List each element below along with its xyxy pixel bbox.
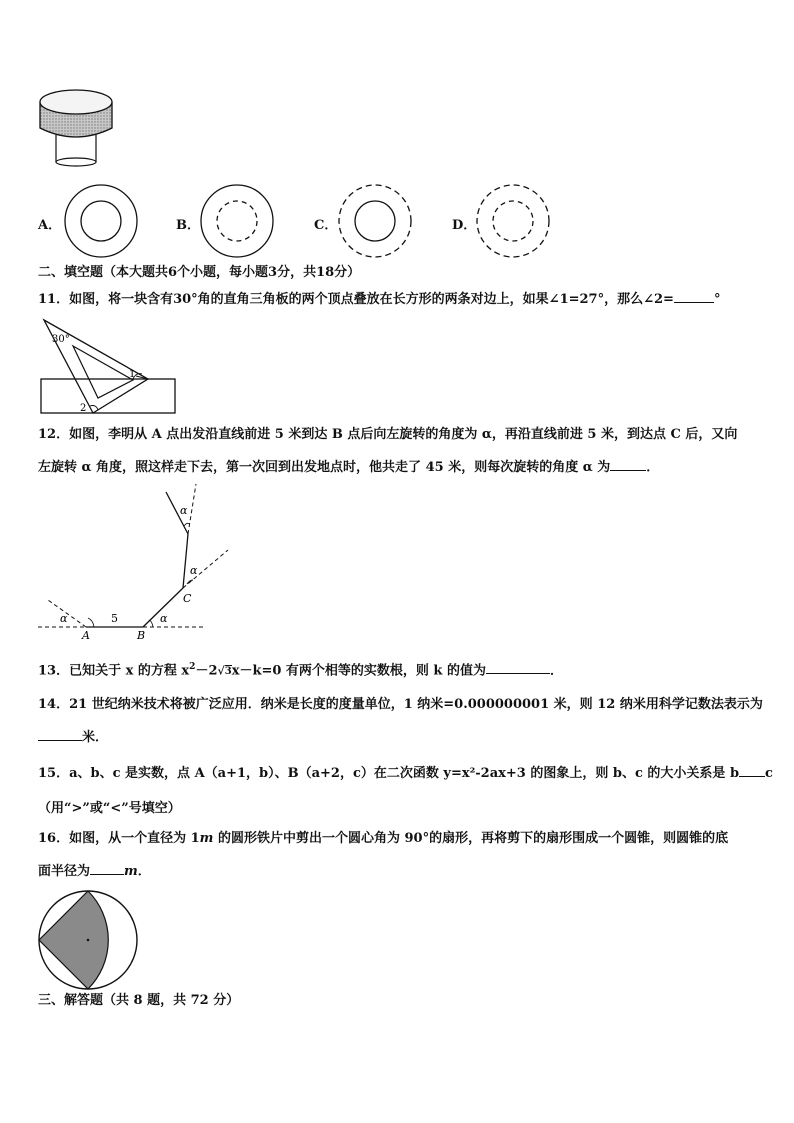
q16-line1 xyxy=(38,830,728,848)
section3-header: 三、解答题（共 8 题，共 72 分） xyxy=(38,993,240,1008)
q16-line2-a: 面半径为 xyxy=(38,864,91,879)
solid-figure xyxy=(34,82,116,170)
q15-after-blank: c xyxy=(765,766,773,781)
q13-answer-blank[interactable] xyxy=(486,661,550,674)
q16-stem-a: 16．如图，从一个直径为 1 xyxy=(38,831,200,846)
q15-answer-blank[interactable] xyxy=(739,764,765,777)
q13-prefix: 13．已知关于 x 的方程 x xyxy=(38,663,190,679)
q13-sqrt-icon: √ xyxy=(217,664,225,678)
option-a-label: A． xyxy=(38,218,62,233)
q12-suffix: ． xyxy=(646,460,660,475)
q12-stem: 左旋转 α 角度，照这样走下去，第一次回到出发地点时，他共走了 45 米，则每次旋转的角度 α 为 xyxy=(38,460,611,475)
q12-alpha-label-c: α xyxy=(190,564,198,577)
q13-root: 3 xyxy=(224,666,232,678)
q16-line2 xyxy=(38,862,151,881)
q12-point-c: C xyxy=(183,592,192,605)
q16-unit-m: m xyxy=(199,831,214,846)
q12-alpha-label-b: α xyxy=(160,612,168,625)
q11-angle1-label: 1 xyxy=(129,369,136,380)
q11-text xyxy=(38,290,720,309)
q16-answer-blank[interactable] xyxy=(90,862,124,875)
option-d-label: D． xyxy=(452,218,477,233)
q11-angle2-label: 2 xyxy=(80,403,87,414)
q16-line2-m: m xyxy=(124,864,138,879)
q13-sup: 2 xyxy=(189,662,196,672)
option-c-label: C． xyxy=(314,218,338,233)
option-b-figure xyxy=(198,182,276,260)
q12-answer-blank[interactable] xyxy=(610,458,646,471)
option-c-figure xyxy=(336,182,414,260)
q12-length-label: 5 xyxy=(111,612,118,625)
q15-stem: 15．a、b、c 是实数，点 A（a+1，b）、B（a+2，c）在二次函数 y=x²-2ax+3 的图象上，则 b、c 的大小关系是 b xyxy=(38,766,740,781)
option-b-label: B． xyxy=(176,218,200,233)
q14-answer-blank[interactable] xyxy=(38,728,82,741)
q11-stem: 11．如图，将一块含有30°角的直角三角板的两个顶点叠放在长方形的两条对边上，如果∠1=27°，那么∠2= xyxy=(38,292,674,307)
section2-header: 二、填空题（本大题共6个小题，每小题3分，共18分） xyxy=(38,265,361,280)
q14-line1: 14．21 世纪纳米技术将被广泛应用．纳米是长度的度量单位，1 纳米=0.000000001 米，则 12 纳米用科学记数法表示为 xyxy=(38,697,763,712)
q16-stem-b: 的圆形铁片中剪出一个圆心角为 90°的扇形，再将剪下的扇形围成一个圆锥，则圆锥的底 xyxy=(213,831,729,846)
q13-mid2: x－k=0 有两个相等的实数根，则 k 的值为 xyxy=(231,663,486,679)
q12-point-b: B xyxy=(137,629,146,642)
q16-line2-c: ． xyxy=(137,864,151,879)
q13-mid1: －2 xyxy=(195,663,218,679)
q13-suffix: ． xyxy=(549,663,563,679)
q12-line2 xyxy=(38,458,659,477)
q12-line1: 12．如图，李明从 A 点出发沿直线前进 5 米到达 B 点后向左旋转的角度为 α，再沿直线前进 5 米，到达点 C 后，又向 xyxy=(38,427,738,442)
q12-point-a: A xyxy=(82,629,90,642)
option-a-figure xyxy=(62,182,140,260)
q11-figure xyxy=(38,316,178,416)
q12-figure xyxy=(38,484,230,644)
q11-suffix: ° xyxy=(713,292,721,307)
q12-alpha-label-d: α xyxy=(180,504,188,517)
q11-answer-blank[interactable] xyxy=(674,290,714,303)
q11-angle30-label: 30° xyxy=(52,334,70,345)
q14-line2 xyxy=(38,728,108,747)
q13-text xyxy=(38,658,563,681)
q15-line1 xyxy=(38,764,773,783)
q12-alpha-label-a: α xyxy=(60,612,68,625)
q14-suffix: 米． xyxy=(82,730,109,745)
option-d-figure xyxy=(474,182,552,260)
q15-line2: （用“>”或“<”号填空） xyxy=(38,801,181,816)
q16-figure xyxy=(36,888,140,992)
